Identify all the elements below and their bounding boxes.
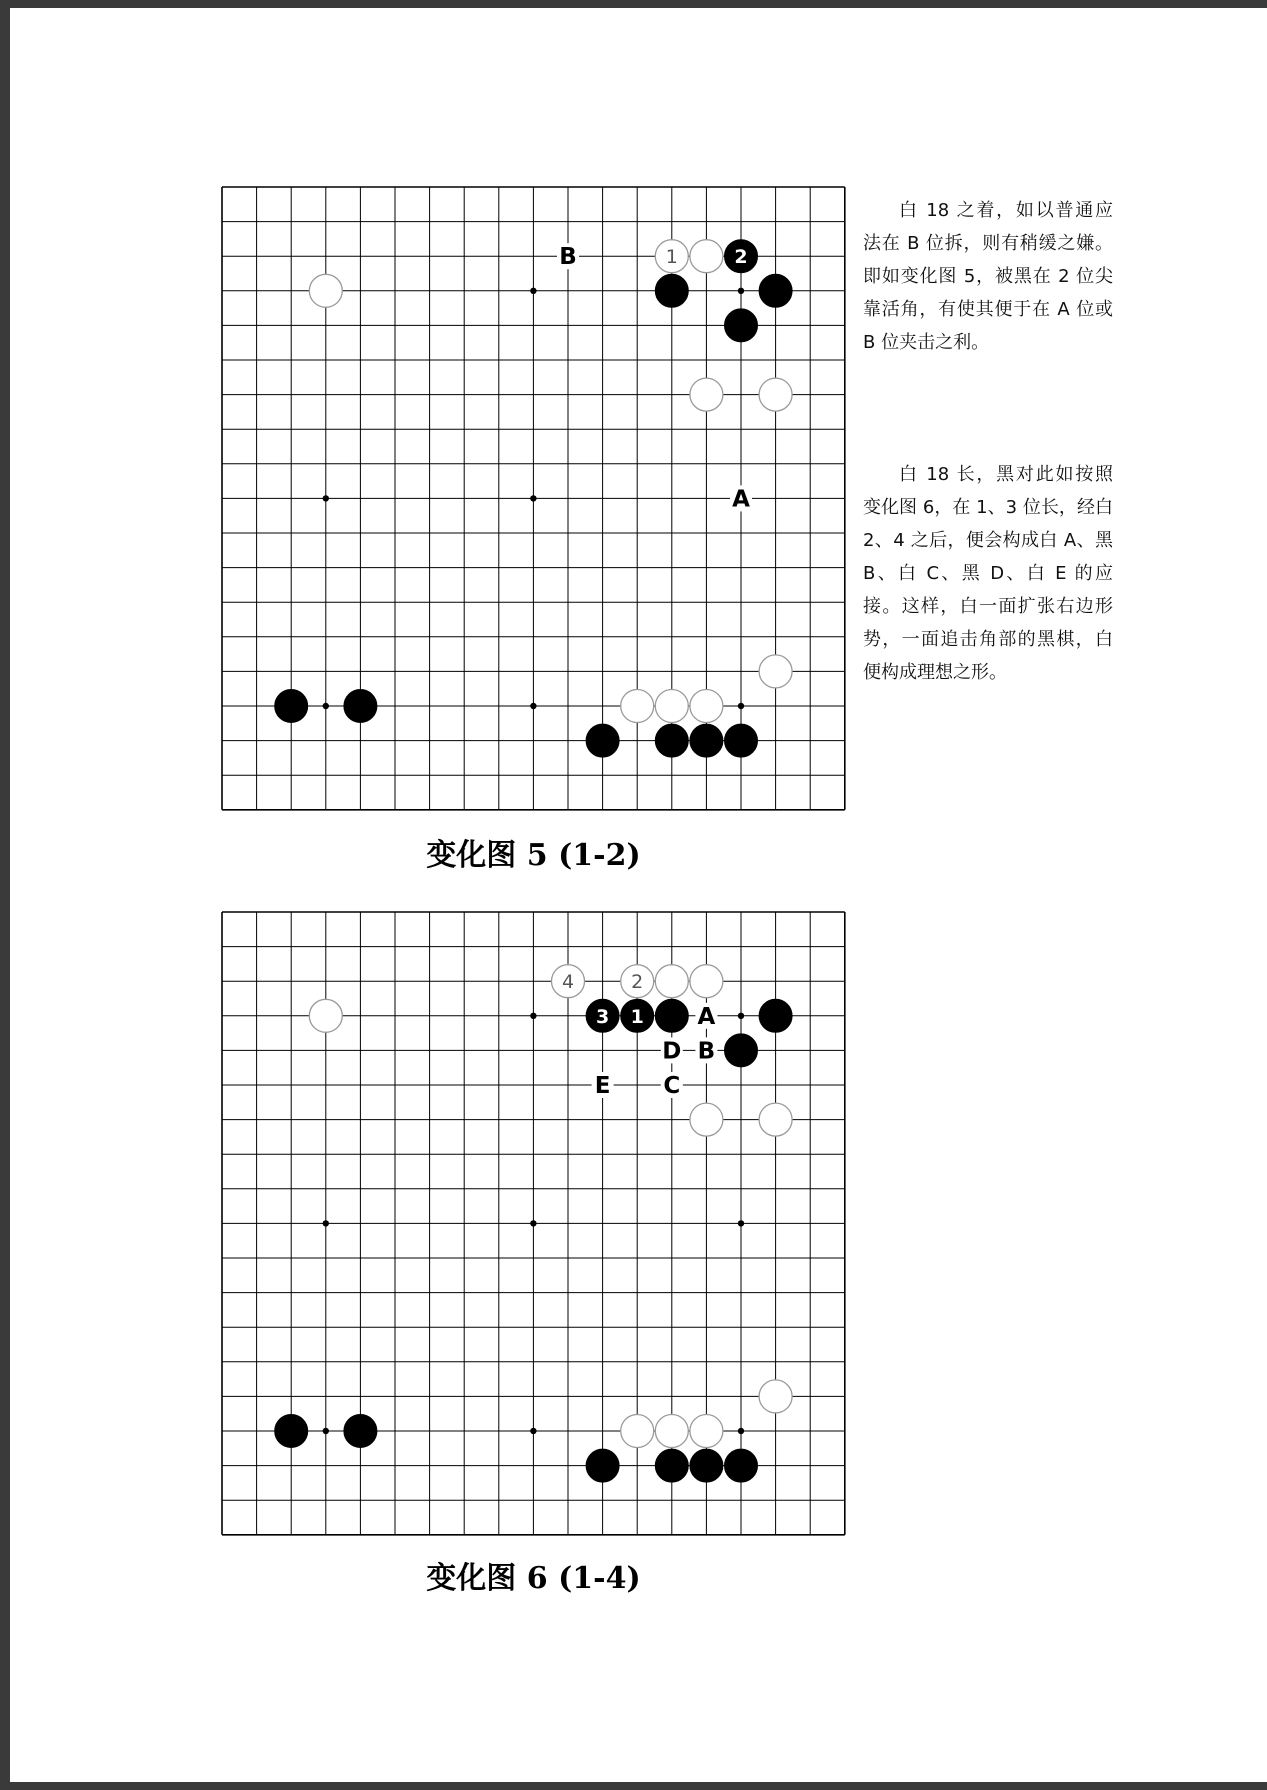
black-stone (690, 724, 723, 757)
black-stone (586, 724, 619, 757)
go-board-diagram-6 (221, 911, 846, 1536)
move-number: 2 (734, 246, 748, 269)
commentary-paragraph-2: 白 18 长，黑对此如按照变化图 6，在 1、3 位长，经白 2、4 之后，便会构成白 A、黑 B、白 C、黑 D、白 E 的应接。这样，白一面扩张右边形势，一面追击角部的黑棋，白便构成理想之形。 (863, 464, 1113, 683)
move-number: 2 (631, 971, 644, 994)
board-letter-a: A (732, 486, 750, 513)
black-stone (275, 690, 308, 723)
black-stone (655, 274, 688, 307)
black-stone (655, 999, 688, 1032)
move-number: 1 (630, 1005, 644, 1028)
star-point (738, 1013, 744, 1019)
board-letter-b: B (559, 244, 577, 271)
white-stone (690, 240, 723, 273)
star-point (738, 1220, 744, 1226)
white-stone (690, 690, 723, 723)
black-stone (725, 1449, 758, 1482)
black-stone (655, 1449, 688, 1482)
black-stone (690, 1449, 723, 1482)
go-board-diagram-5 (221, 186, 846, 811)
diagram-5-caption: 变化图 5 (1-2) (426, 838, 641, 873)
move-number: 3 (595, 1005, 610, 1028)
white-stone (309, 999, 342, 1032)
white-stone (655, 965, 688, 998)
star-point (323, 703, 329, 709)
white-stone (690, 1415, 723, 1448)
star-point (323, 495, 329, 501)
white-stone (621, 1415, 654, 1448)
board-letter-a: A (697, 1003, 716, 1030)
black-stone (344, 690, 377, 723)
star-point (738, 288, 744, 294)
white-stone (690, 1103, 723, 1136)
black-stone (586, 1449, 619, 1482)
star-point (530, 1220, 536, 1226)
star-point (738, 1428, 744, 1434)
star-point (530, 495, 536, 501)
board-letter-c: C (663, 1073, 681, 1099)
black-stone (759, 274, 792, 307)
star-point (530, 703, 536, 709)
book-page (10, 8, 1267, 1782)
black-stone (344, 1415, 377, 1448)
star-point (323, 1220, 329, 1226)
board-letter-b: B (697, 1038, 716, 1065)
black-stone (725, 1034, 758, 1067)
black-stone (655, 724, 688, 757)
white-stone (759, 655, 792, 688)
black-stone (725, 309, 758, 342)
white-stone (759, 1380, 792, 1413)
board-letter-d: D (662, 1038, 682, 1065)
move-number: 1 (665, 246, 678, 269)
white-stone (309, 274, 342, 307)
white-stone (759, 1103, 792, 1136)
white-stone (655, 690, 688, 723)
diagram-6-caption: 变化图 6 (1-4) (426, 1561, 641, 1596)
board-letter-e: E (594, 1073, 611, 1099)
star-point (323, 1428, 329, 1434)
star-point (530, 1428, 536, 1434)
black-stone (275, 1415, 308, 1448)
black-stone (759, 999, 792, 1032)
white-stone (621, 690, 654, 723)
white-stone (759, 378, 792, 411)
star-point (738, 703, 744, 709)
black-stone (725, 724, 758, 757)
star-point (530, 1013, 536, 1019)
white-stone (655, 1415, 688, 1448)
move-number: 4 (561, 971, 575, 994)
commentary-paragraph-1: 白 18 之着，如以普通应法在 B 位拆，则有稍缓之嫌。即如变化图 5，被黑在 2 位尖靠活角，有使其便于在 A 位或 B 位夹击之利。 (863, 200, 1113, 353)
star-point (530, 288, 536, 294)
white-stone (690, 965, 723, 998)
white-stone (690, 378, 723, 411)
